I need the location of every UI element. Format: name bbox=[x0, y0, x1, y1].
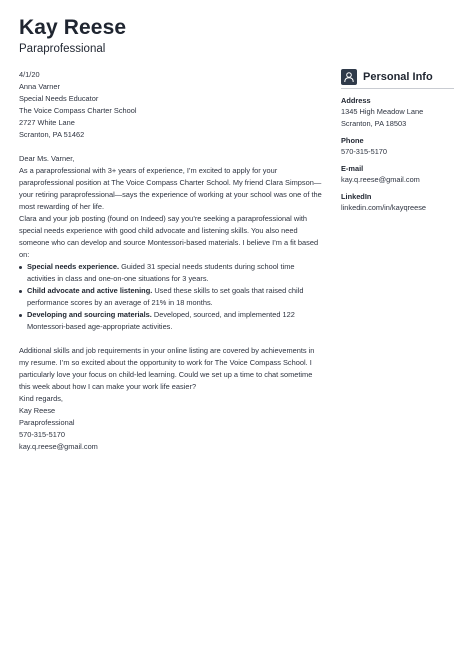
info-value: linkedin.com/in/kayqreese bbox=[341, 203, 427, 212]
info-label: Address bbox=[341, 96, 371, 105]
signature-block bbox=[19, 405, 324, 453]
recipient-line: Scranton, PA 51462 bbox=[19, 130, 85, 139]
bullet-heading: Child advocate and active listening. bbox=[27, 286, 153, 295]
divider bbox=[341, 88, 454, 89]
qualification-list bbox=[19, 261, 324, 333]
bullet-text: Guided 31 special needs students during school time activities in class and one-on-one situations for 3 years. bbox=[27, 262, 295, 283]
recipient-block bbox=[19, 81, 324, 141]
info-value: 1345 High Meadow Lane bbox=[341, 107, 424, 116]
recipient-line: Anna Varner bbox=[19, 82, 60, 91]
signature-line: Kay Reese bbox=[19, 406, 56, 415]
closing: Kind regards, bbox=[19, 394, 63, 403]
signature-line: Paraprofessional bbox=[19, 418, 75, 427]
info-label: LinkedIn bbox=[341, 192, 372, 201]
section-header bbox=[341, 68, 456, 86]
paragraph: Clara and your job posting (found on Indeed) say you’re seeking a paraprofessional with special needs experience with good child advocate and listening skills. You also need someone who can develop and source Montessori-based materials. I believe I’m a fit based on: bbox=[19, 214, 319, 259]
personal-info-sidebar bbox=[341, 68, 456, 219]
paragraph: As a paraprofessional with 3+ years of experience, I’m excited to apply for your paraprofessional position at The Voice Compass Charter School. My friend Clara Simpson—your retiring paraprofessional—says the experience of working at your school was one of the most rewarding of her life. bbox=[19, 166, 322, 211]
candidate-title: Paraprofessional bbox=[19, 43, 106, 55]
person-icon bbox=[341, 69, 357, 85]
recipient-line: Special Needs Educator bbox=[19, 94, 99, 103]
info-value: kay.q.reese@gmail.com bbox=[341, 175, 420, 184]
candidate-name: Kay Reese bbox=[19, 16, 127, 39]
section-title: Personal Info bbox=[363, 71, 433, 83]
info-label: Phone bbox=[341, 136, 364, 145]
info-value: 570-315-5170 bbox=[341, 147, 388, 156]
bullet-heading: Special needs experience. bbox=[27, 262, 120, 271]
signature-line: kay.q.reese@gmail.com bbox=[19, 442, 98, 451]
list-item bbox=[19, 309, 324, 333]
bullet-text: Developed, sourced, and implemented 122 Montessori-based age-appropriate activities. bbox=[27, 310, 295, 331]
list-item bbox=[19, 261, 324, 285]
recipient-line: 2727 White Lane bbox=[19, 118, 75, 127]
email-group bbox=[341, 163, 456, 186]
paragraph: Additional skills and job requirements in your online listing are covered by achievements in my resume. I’m so excited about the opportunity to work for The Voice Compass School. I particularly love your focus on child-led learning. Could we set up a time to chat sometime this week about how I can make your work life easier? bbox=[19, 346, 315, 391]
list-item bbox=[19, 285, 324, 309]
address-group bbox=[341, 95, 456, 130]
info-value: Scranton, PA 18503 bbox=[341, 119, 407, 128]
recipient-line: The Voice Compass Charter School bbox=[19, 106, 137, 115]
personal-info-list bbox=[341, 95, 456, 214]
bullet-heading: Developing and sourcing materials. bbox=[27, 310, 152, 319]
signature-line: 570-315-5170 bbox=[19, 430, 66, 439]
greeting: Dear Ms. Varner, bbox=[19, 154, 75, 163]
letter-date: 4/1/20 bbox=[19, 70, 40, 79]
phone-group bbox=[341, 135, 456, 158]
linkedin-group bbox=[341, 191, 456, 214]
bullet-text: Used these skills to set goals that raised child performance scores by an average of 21% in 18 months. bbox=[27, 286, 304, 307]
cover-letter-body bbox=[19, 69, 324, 453]
info-label: E-mail bbox=[341, 164, 364, 173]
